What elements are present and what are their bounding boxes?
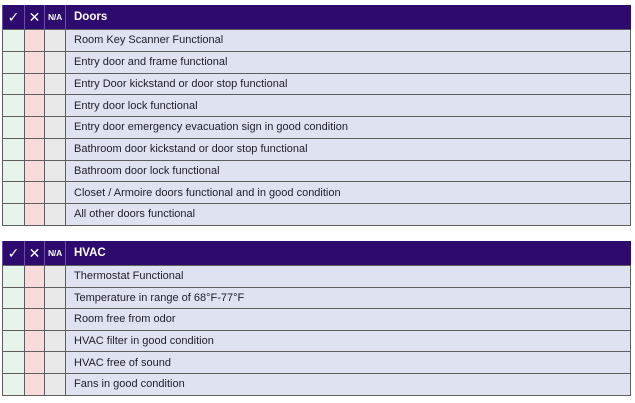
na-checkbox-cell[interactable]	[45, 30, 66, 52]
pass-checkbox-cell[interactable]	[3, 309, 25, 331]
checklist-item-label: Room Key Scanner Functional	[66, 30, 631, 52]
checklist-item-label: HVAC free of sound	[66, 352, 631, 374]
na-checkbox-cell[interactable]	[45, 266, 66, 288]
checklist-item-label: Temperature in range of 68°F-77°F	[66, 287, 631, 309]
na-checkbox-cell[interactable]	[45, 95, 66, 117]
pass-checkbox-cell[interactable]	[3, 373, 25, 395]
pass-checkbox-cell[interactable]	[3, 352, 25, 374]
pass-checkbox-cell[interactable]	[3, 30, 25, 52]
na-column-header: N/A	[45, 5, 66, 30]
checklist-item-label: Bathroom door lock functional	[66, 160, 631, 182]
na-checkbox-cell[interactable]	[45, 352, 66, 374]
na-checkbox-cell[interactable]	[45, 330, 66, 352]
na-checkbox-cell[interactable]	[45, 309, 66, 331]
na-checkbox-cell[interactable]	[45, 138, 66, 160]
pass-checkbox-cell[interactable]	[3, 117, 25, 139]
pass-checkbox-cell[interactable]	[3, 95, 25, 117]
fail-checkbox-cell[interactable]	[25, 287, 45, 309]
pass-checkbox-cell[interactable]	[3, 160, 25, 182]
fail-checkbox-cell[interactable]	[25, 138, 45, 160]
na-checkbox-cell[interactable]	[45, 160, 66, 182]
section-title-doors: Doors	[66, 5, 631, 30]
checklist-row	[3, 51, 631, 73]
checklist-row	[3, 182, 631, 204]
checklist-item-label: Fans in good condition	[66, 373, 631, 395]
na-checkbox-cell[interactable]	[45, 182, 66, 204]
checklist-item-label: Entry door emergency evacuation sign in good condition	[66, 117, 631, 139]
checklist-row	[3, 117, 631, 139]
checklist-item-label: Entry door lock functional	[66, 95, 631, 117]
fail-checkbox-cell[interactable]	[25, 117, 45, 139]
fail-checkbox-cell[interactable]	[25, 182, 45, 204]
checklist-item-label: Bathroom door kickstand or door stop functional	[66, 138, 631, 160]
pass-checkbox-cell[interactable]	[3, 182, 25, 204]
checklist-item-label: HVAC filter in good condition	[66, 330, 631, 352]
section-title-hvac: HVAC	[66, 241, 631, 266]
fail-checkbox-cell[interactable]	[25, 95, 45, 117]
pass-checkbox-cell[interactable]	[3, 204, 25, 226]
na-checkbox-cell[interactable]	[45, 204, 66, 226]
fail-checkbox-cell[interactable]	[25, 51, 45, 73]
checklist-row	[3, 73, 631, 95]
pass-checkbox-cell[interactable]	[3, 266, 25, 288]
na-checkbox-cell[interactable]	[45, 287, 66, 309]
fail-checkbox-cell[interactable]	[25, 204, 45, 226]
na-checkbox-cell[interactable]	[45, 73, 66, 95]
checklist-row	[3, 204, 631, 226]
pass-checkbox-cell[interactable]	[3, 287, 25, 309]
checklist-row	[3, 330, 631, 352]
x-mark-icon: ✕	[25, 241, 45, 266]
fail-checkbox-cell[interactable]	[25, 330, 45, 352]
pass-checkbox-cell[interactable]	[3, 138, 25, 160]
fail-checkbox-cell[interactable]	[25, 352, 45, 374]
na-column-header: N/A	[45, 241, 66, 266]
checklist-row	[3, 309, 631, 331]
checklist-item-label: Thermostat Functional	[66, 266, 631, 288]
checklist-item-label: Entry Door kickstand or door stop functional	[66, 73, 631, 95]
checkmark-icon: ✓	[3, 5, 25, 30]
checklist-row	[3, 287, 631, 309]
checklist-row	[3, 160, 631, 182]
checkmark-icon: ✓	[3, 241, 25, 266]
doors-checklist-table	[2, 5, 631, 226]
na-checkbox-cell[interactable]	[45, 373, 66, 395]
fail-checkbox-cell[interactable]	[25, 266, 45, 288]
fail-checkbox-cell[interactable]	[25, 373, 45, 395]
hvac-header-row	[3, 241, 631, 266]
checklist-row	[3, 30, 631, 52]
pass-checkbox-cell[interactable]	[3, 51, 25, 73]
checklist-row	[3, 352, 631, 374]
checklist-item-label: Entry door and frame functional	[66, 51, 631, 73]
fail-checkbox-cell[interactable]	[25, 309, 45, 331]
checklist-row	[3, 95, 631, 117]
doors-header-row	[3, 5, 631, 30]
na-checkbox-cell[interactable]	[45, 51, 66, 73]
checklist-item-label: Closet / Armoire doors functional and in good condition	[66, 182, 631, 204]
checklist-item-label: All other doors functional	[66, 204, 631, 226]
fail-checkbox-cell[interactable]	[25, 160, 45, 182]
na-checkbox-cell[interactable]	[45, 117, 66, 139]
fail-checkbox-cell[interactable]	[25, 30, 45, 52]
checklist-item-label: Room free from odor	[66, 309, 631, 331]
fail-checkbox-cell[interactable]	[25, 73, 45, 95]
checklist-row	[3, 373, 631, 395]
hvac-checklist-table	[2, 241, 631, 396]
checklist-row	[3, 138, 631, 160]
x-mark-icon: ✕	[25, 5, 45, 30]
pass-checkbox-cell[interactable]	[3, 73, 25, 95]
pass-checkbox-cell[interactable]	[3, 330, 25, 352]
checklist-row	[3, 266, 631, 288]
